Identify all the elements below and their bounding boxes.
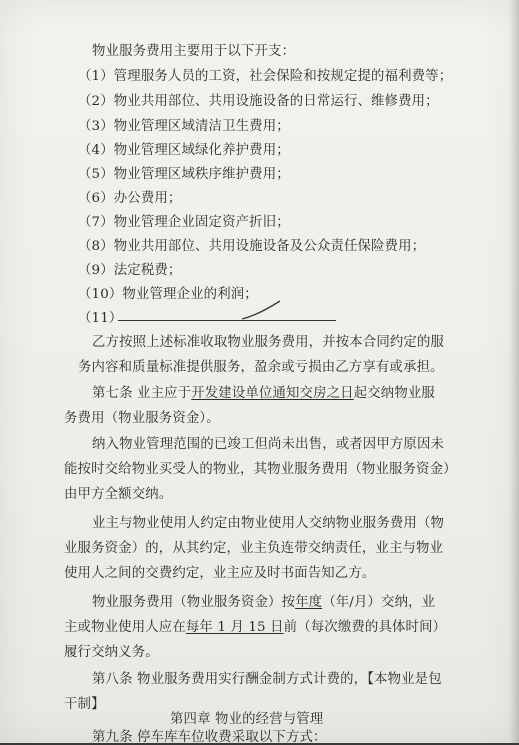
- expense-item-1: （1）管理服务人员的工资，社会保险和按规定提的福利费等；: [78, 69, 453, 84]
- article-7-line-1: 第七条 业主应于开发建设单位通知交房之日起交纳物业服: [92, 386, 435, 401]
- article-7-line-2: 务费用（物业服务资金）。: [64, 411, 220, 426]
- expense-item-9: （9）法定税费；: [78, 263, 182, 278]
- expense-item-2: （2）物业共用部位、共用设施设备的日常运行、维修费用；: [78, 94, 439, 109]
- chapter-4-heading: 第四章 物业的经营与管理: [170, 712, 324, 727]
- article-8-line-1: 第八条 物业服务费用实行酬金制方式计费的，【本物业是包: [92, 672, 442, 687]
- expense-item-5: （5）物业管理区域秩序维护费用；: [78, 167, 290, 182]
- expense-item-7: （7）物业管理企业固定资产折旧；: [78, 215, 290, 230]
- user-paragraph-line-1: 业主与物业使用人约定由物业使用人交纳物业服务费用（物: [92, 516, 445, 531]
- expense-item-4: （4）物业管理区域绿化养护费用；: [78, 143, 290, 158]
- article-8-line-2: 干制】: [64, 697, 105, 712]
- expense-item-3: （3）物业管理区域清洁卫生费用；: [78, 119, 290, 134]
- unsold-paragraph-line-3: 由甲方全额交纳。: [64, 487, 173, 502]
- pen-stroke-mark: [240, 297, 284, 325]
- expense-item-10: （10）物业管理企业的利润；: [78, 287, 258, 302]
- expense-intro: 物业服务费用主要用于以下开支：: [92, 44, 296, 59]
- payment-paragraph-line-1: 物业服务费用（物业服务资金）按年度（年/月）交纳，业: [92, 595, 436, 610]
- payment-paragraph-line-3: 履行交纳义务。: [64, 645, 159, 660]
- article-9-line: 第九条 停车库车位收费采取以下方式：: [92, 730, 327, 745]
- page-edge-shadow: [509, 0, 519, 743]
- user-paragraph-line-3: 使用人之间的交费约定，业主应及时书面告知乙方。: [64, 566, 376, 581]
- expense-item-6: （6）办公费用；: [78, 191, 182, 206]
- expense-item-11: （11）: [78, 311, 123, 326]
- user-paragraph-line-2: 业服务资金）的，从其约定，业主负连带交纳责任，业主与物业: [64, 541, 444, 556]
- unsold-paragraph-line-1: 纳入物业管理范围的已竣工但尚未出售，或者因甲方原因未: [92, 437, 445, 452]
- payment-paragraph-line-2: 主或物业使用人应在每年 1 月 15 日前（每次缴费的具体时间）: [64, 620, 447, 635]
- expense-item-8: （8）物业共用部位、共用设施设备及公众责任保险费用；: [78, 239, 426, 254]
- service-paragraph-line-2: 务内容和质量标准提供服务，盈余或亏损由乙方享有或承担。: [78, 360, 444, 375]
- unsold-paragraph-line-2: 能按时交给物业买受人的物业，其物业服务费用（物业服务资金）: [64, 462, 457, 477]
- service-paragraph-line-1: 乙方按照上述标准收取物业服务费用，并按本合同约定的服: [92, 335, 445, 350]
- blank-fill-line: [118, 320, 336, 321]
